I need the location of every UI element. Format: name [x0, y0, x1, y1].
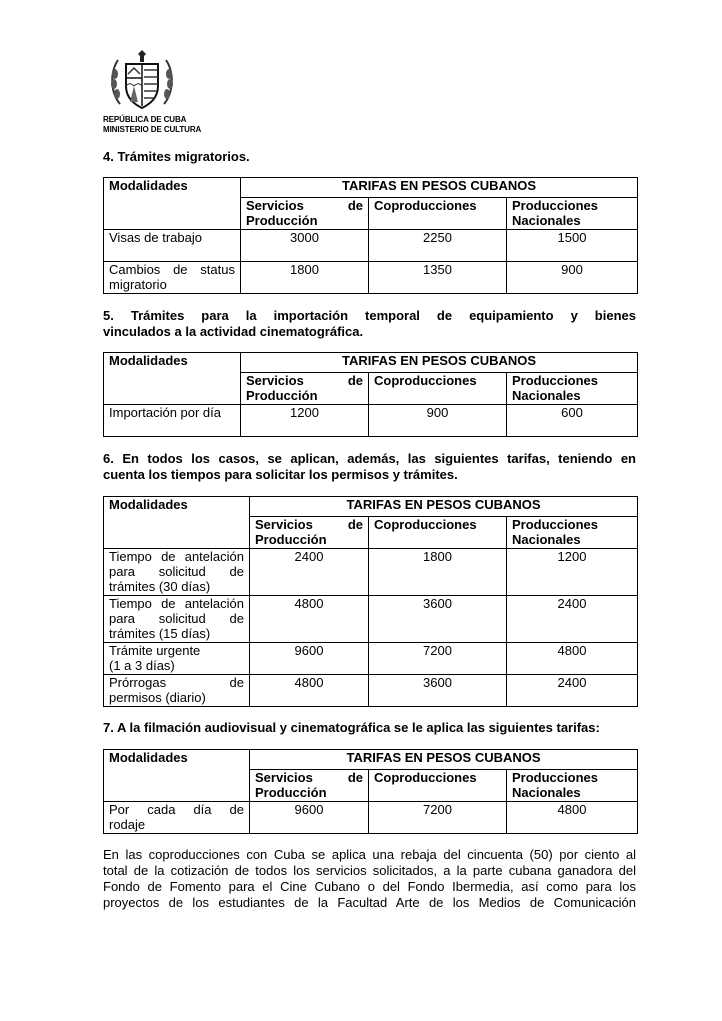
modalidades-header: Modalidades: [104, 353, 241, 405]
modalidades-header: Modalidades: [104, 750, 250, 802]
section-6-table: [103, 496, 638, 707]
nacionales-header: Producciones Nacionales: [507, 770, 638, 802]
modalidades-header: Modalidades: [104, 178, 241, 230]
nacionales-header: Producciones Nacionales: [507, 198, 638, 230]
table-row: Tiempo de antelación para solicitud de trámites (15 días) 4800 3600 2400: [104, 596, 638, 643]
row-label: Prórrogas de permisos (diario): [104, 675, 250, 707]
nacionales-header: Producciones Nacionales: [507, 373, 638, 405]
table-row: Tiempo de antelación para solicitud de trámites (30 días) 2400 1800 1200: [104, 549, 638, 596]
coproducciones-header: Coproducciones: [369, 198, 507, 230]
row-label: Trámite urgente (1 a 3 días): [104, 643, 250, 675]
section-4-table: [103, 177, 638, 294]
coat-of-arms-icon: [106, 44, 178, 116]
coproducciones-header: Coproducciones: [369, 517, 507, 549]
modalidades-header: Modalidades: [104, 497, 250, 549]
tarifas-header: TARIFAS EN PESOS CUBANOS: [250, 750, 638, 770]
tarifas-header: TARIFAS EN PESOS CUBANOS: [250, 497, 638, 517]
row-label: Por cada día de rodaje: [104, 802, 250, 834]
servicios-header: Servicios de Producción: [241, 373, 369, 405]
section-5-heading: 5. Trámites para la importación temporal de equipamiento y bienes vinculados a la actividad cinematográfica.: [103, 308, 636, 339]
table-row: Cambios de status migratorio 1800 1350 900: [104, 262, 638, 294]
section-7-heading: 7. A la filmación audiovisual y cinematográfica se le aplica las siguientes tarifas:: [103, 720, 600, 735]
section-6-heading: 6. En todos los casos, se aplican, además, las siguientes tarifas, teniendo en cuenta los tiempos para solicitar los permisos y trámites.: [103, 451, 636, 482]
table-row: Visas de trabajo 3000 2250 1500: [104, 230, 638, 262]
coproducciones-header: Coproducciones: [369, 373, 507, 405]
table-row: Importación por día 1200 900 600: [104, 405, 638, 437]
coproducciones-header: Coproducciones: [369, 770, 507, 802]
section-4-heading: 4. Trámites migratorios.: [103, 149, 250, 164]
nacionales-header: Producciones Nacionales: [507, 517, 638, 549]
table-row: Trámite urgente (1 a 3 días) 9600 7200 4800: [104, 643, 638, 675]
servicios-header: Servicios de Producción: [250, 770, 369, 802]
tarifas-header: TARIFAS EN PESOS CUBANOS: [241, 353, 638, 373]
table-row: Por cada día de rodaje 9600 7200 4800: [104, 802, 638, 834]
table-row: Prórrogas de permisos (diario) 4800 3600 2400: [104, 675, 638, 707]
section-5-table: [103, 352, 638, 437]
row-label: Visas de trabajo: [104, 230, 241, 262]
tarifas-header: TARIFAS EN PESOS CUBANOS: [241, 178, 638, 198]
row-label: Tiempo de antelación para solicitud de trámites (30 días): [104, 549, 250, 596]
servicios-header: Servicios de Producción: [241, 198, 369, 230]
row-label: Importación por día: [104, 405, 241, 437]
servicios-header: Servicios de Producción: [250, 517, 369, 549]
row-label: Tiempo de antelación para solicitud de trámites (15 días): [104, 596, 250, 643]
section-7-table: [103, 749, 638, 834]
row-label: Cambios de status migratorio: [104, 262, 241, 294]
organization-name: REPÚBLICA DE CUBA MINISTERIO DE CULTURA: [103, 115, 202, 134]
closing-paragraph: En las coproducciones con Cuba se aplica una rebaja del cincuenta (50) por ciento al total de la cotización de todos los servicios solicitados, a la parte cubana ganadora del Fondo de Fomento para el Cine Cubano o del Fondo Ibermedia, así como para los proyectos de los estudiantes de la Facultad Arte de los Medios de Comunicación: [103, 847, 636, 910]
